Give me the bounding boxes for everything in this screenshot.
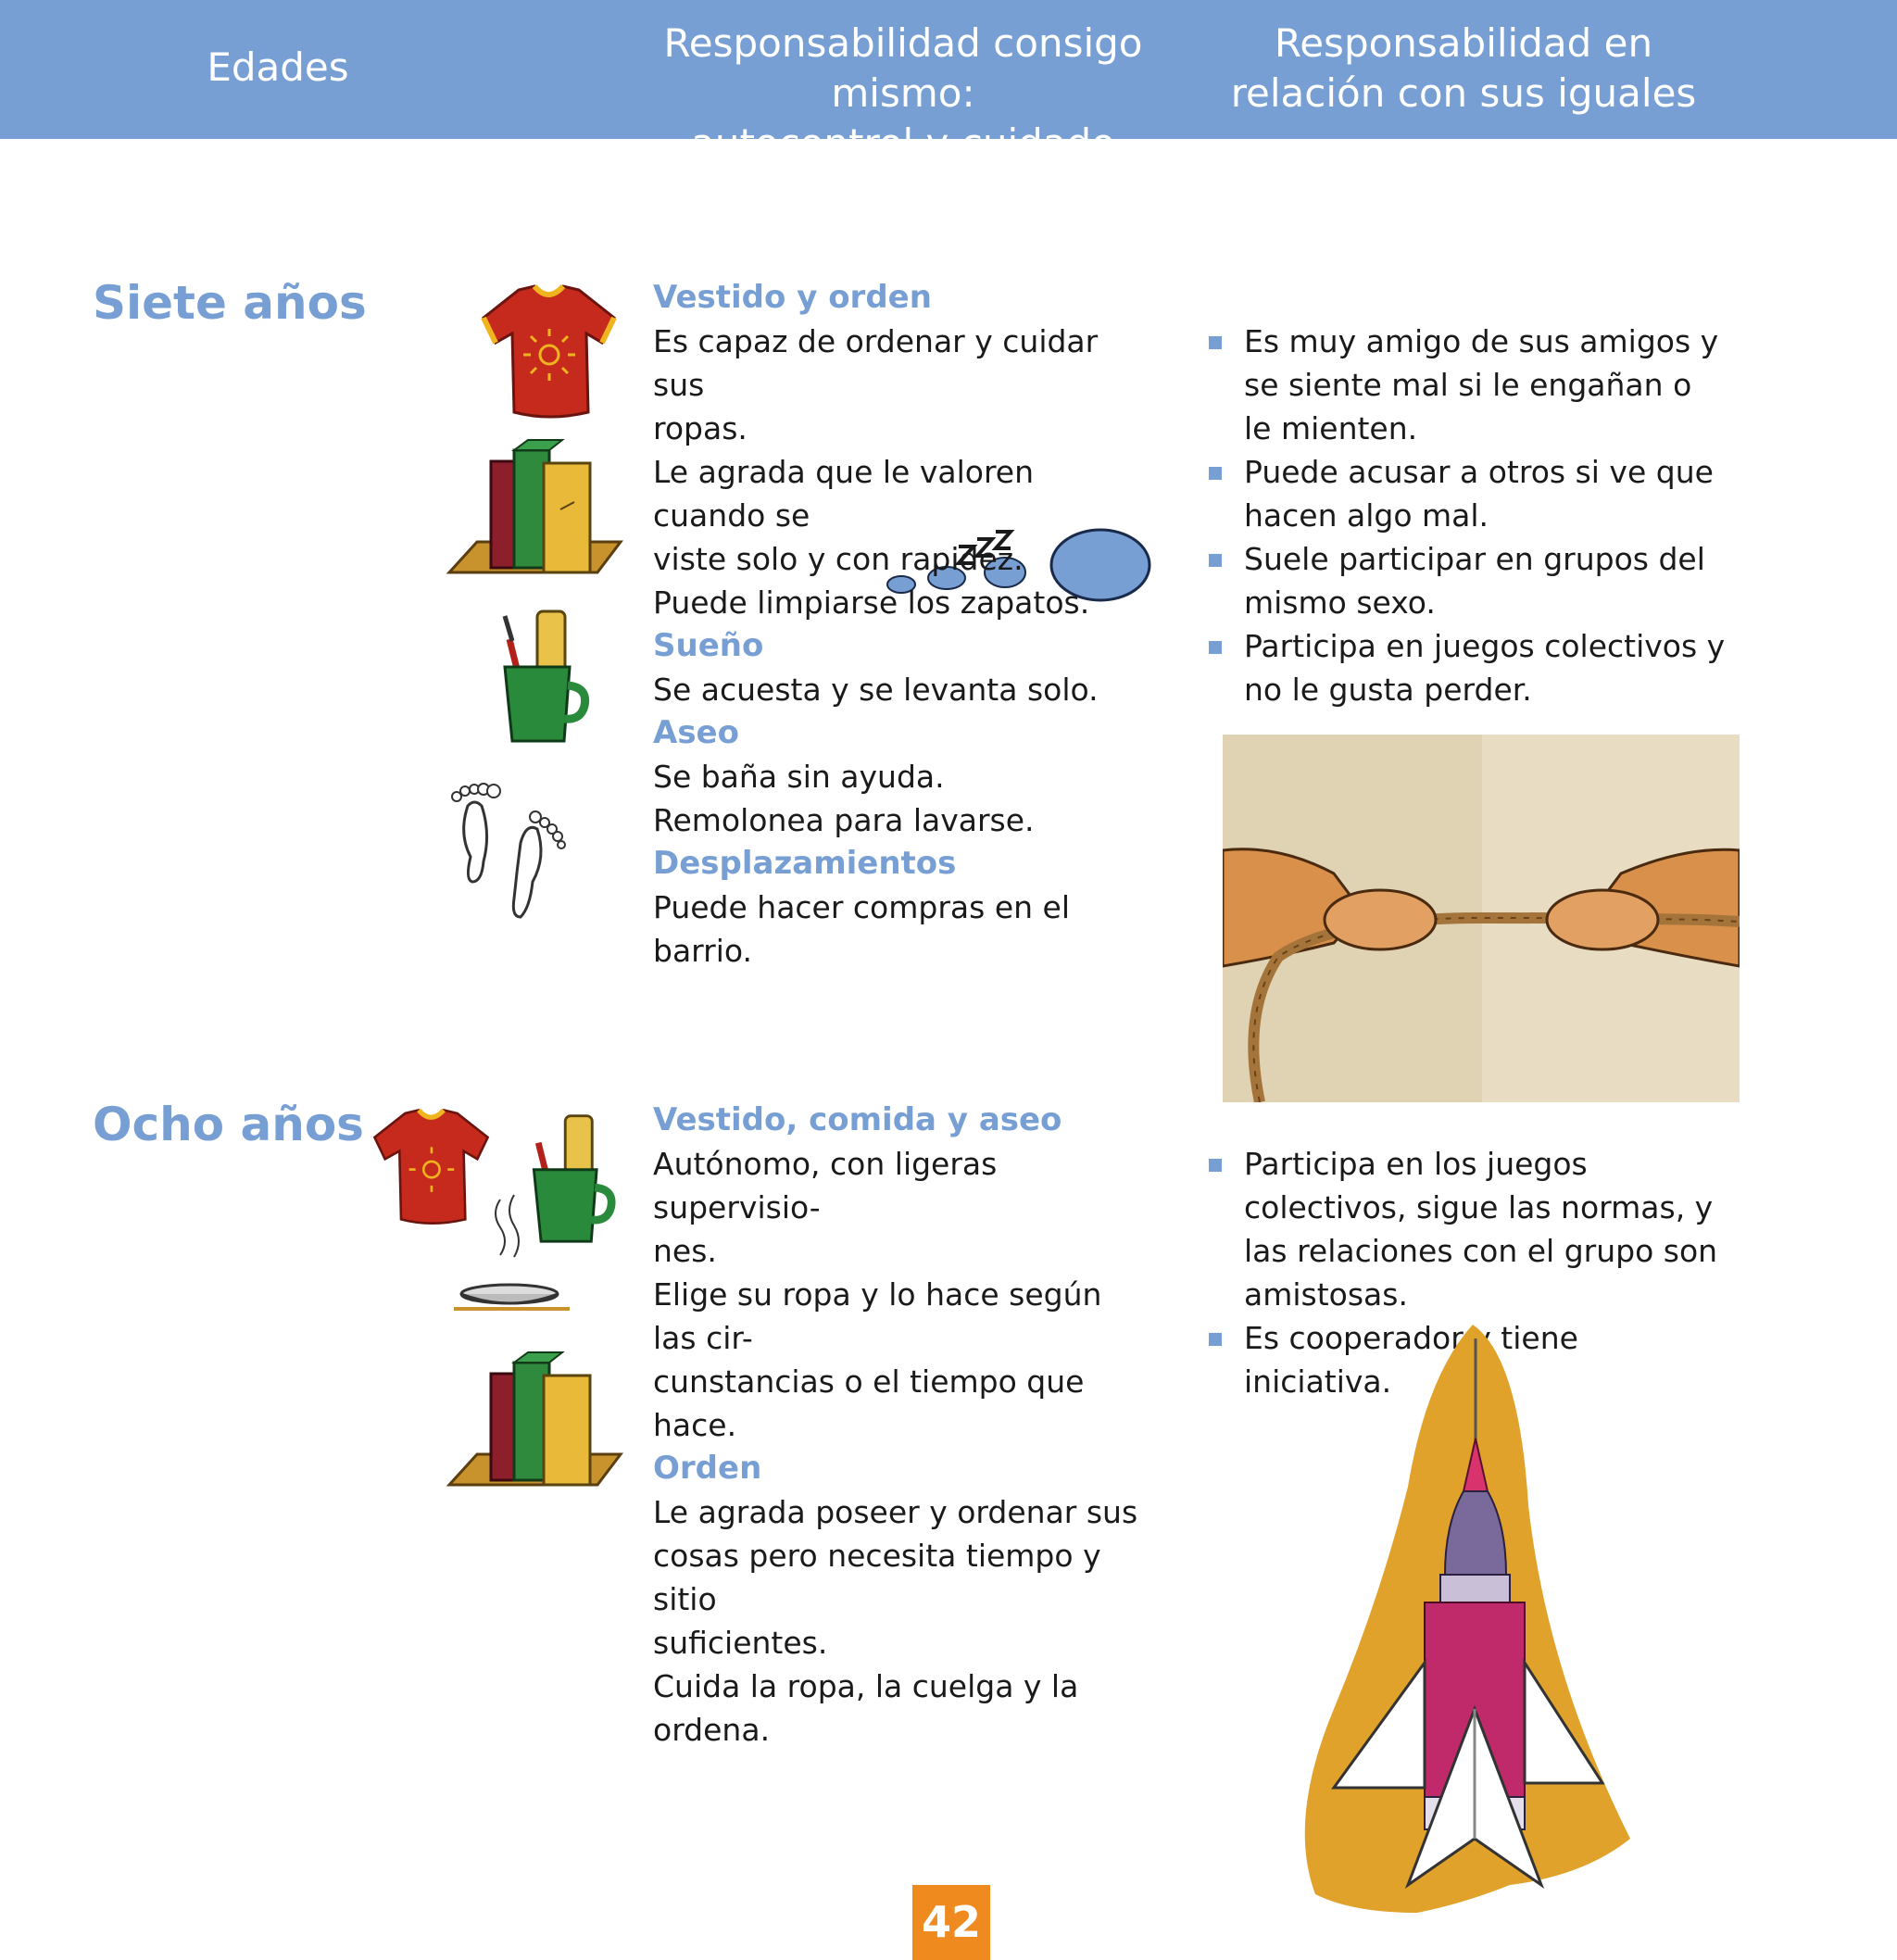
list-item: Participa en juegos colectivos y no le gusta perder. [1209, 624, 1727, 711]
section-line: Puede limpiarse los zapatos. [653, 584, 1090, 621]
section-line: Elige su ropa y lo hace según las cir- [653, 1276, 1102, 1356]
header-peer-responsibility [1223, 19, 1704, 119]
section-heading: Vestido, comida y aseo [653, 1101, 1062, 1138]
tshirt-icon [477, 283, 621, 421]
books-icon [440, 435, 625, 579]
section-heading: Aseo [653, 714, 739, 751]
self-care-seven [653, 276, 1153, 973]
section-heading: Vestido y orden [653, 279, 932, 316]
hot-dish-icon [449, 1190, 574, 1315]
list-item: Es cooperador y tiene iniciativa. [1209, 1316, 1727, 1403]
header-self-responsibility [593, 19, 1213, 169]
section-line: Es capaz de ordenar y cuidar sus [653, 323, 1099, 403]
age-title-seven: Siete años [93, 276, 367, 330]
section-heading: Orden [653, 1450, 762, 1487]
section-line: Puede hacer compras en el barrio. [653, 889, 1070, 969]
section-line: viste solo y con rapidez. [653, 541, 1024, 577]
section-line: cosas pero necesita tiempo y sitio [653, 1538, 1101, 1617]
section-line: Se acuesta y se levanta solo. [653, 672, 1099, 708]
footprints-icon [445, 778, 584, 926]
section-line: Le agrada poseer y ordenar sus [653, 1494, 1138, 1530]
table-header [0, 0, 1897, 166]
section-line: Se baña sin ayuda. [653, 759, 945, 795]
section-line: cunstancias o el tiempo que hace. [653, 1363, 1085, 1443]
section-line: nes. [653, 1233, 717, 1269]
books-icon [440, 1348, 625, 1491]
page-number: 42 [912, 1885, 990, 1960]
list-item: Es muy amigo de sus amigos y se siente mal si le engañan o le mienten. [1209, 320, 1727, 450]
rope-pull-illustration [1223, 735, 1740, 1102]
section-heading: Desplazamientos [653, 845, 957, 882]
header-ages [167, 43, 389, 93]
header-ages-label: Edades [207, 44, 349, 90]
list-item: Puede acusar a otros si ve que hacen algo mal. [1209, 450, 1727, 537]
section-heading: Sueño [653, 627, 764, 664]
age-title-eight: Ocho años [93, 1098, 364, 1151]
toothbrush-cup-icon [496, 602, 593, 746]
rocket-illustration [1278, 1320, 1635, 1917]
section-line: Autónomo, con ligeras supervisio- [653, 1146, 998, 1225]
list-item: Suele participar en grupos del mismo sexo. [1209, 537, 1727, 624]
header-self-line2: autocontrol y cuidado [691, 120, 1115, 166]
list-item: Participa en los juegos colectivos, sigue las normas, y las relaciones con el grupo son amistosas. [1209, 1142, 1727, 1316]
section-line: Cuida la ropa, la cuelga y la ordena. [653, 1668, 1079, 1748]
header-self-line1: Responsabilidad consigo mismo: [663, 20, 1143, 116]
section-line: Remolonea para lavarse. [653, 802, 1035, 838]
section-line: ropas. [653, 410, 747, 446]
section-line: Le agrada que le valoren cuando se [653, 454, 1035, 534]
header-peer-line2: relación con sus iguales [1230, 70, 1697, 116]
section-line: suficientes. [653, 1625, 828, 1661]
peer-list-seven [1209, 320, 1727, 711]
self-care-eight [653, 1099, 1153, 1752]
header-peer-line1: Responsabilidad en [1274, 20, 1653, 66]
